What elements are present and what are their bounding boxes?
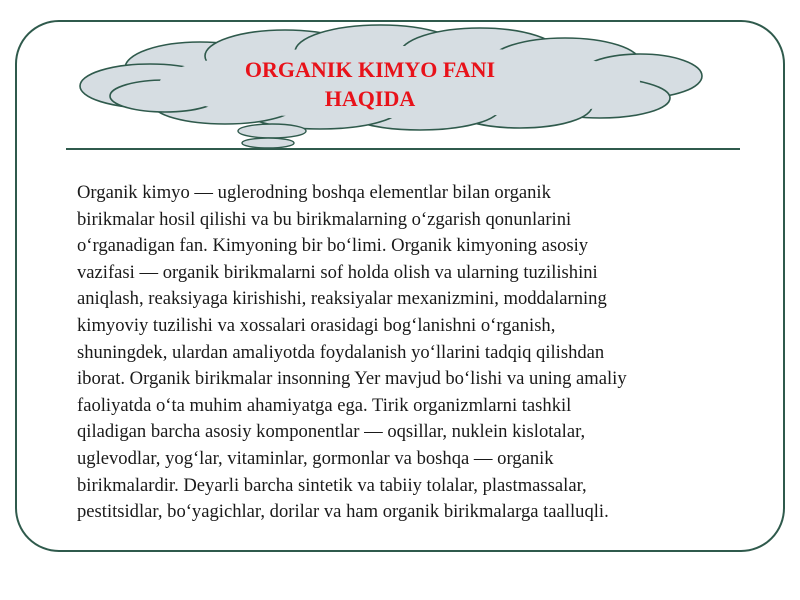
body-line: kimyoviy tuzilishi va xossalari orasidagi bog‘lanishni o‘rganish, xyxy=(77,314,556,336)
title-divider xyxy=(66,148,740,150)
body-line: shuningdek, ulardan amaliyotda foydalanish yo‘llarini tadqiq qilishdan xyxy=(77,341,605,363)
body-line: aniqlash, reaksiyaga kirishishi, reaksiyalar mexanizmini, moddalarning xyxy=(77,288,607,310)
slide-title xyxy=(170,55,570,113)
body-line: Organik kimyo — uglerodning boshqa elementlar bilan organik xyxy=(77,182,551,203)
body-line: pestitsidlar, bo‘yagichlar, dorilar va ham organik birikmalarga taalluqli. xyxy=(77,501,609,523)
body-line: faoliyatda o‘ta muhim ahamiyatga ega. Tirik organizmlarni tashkil xyxy=(77,394,572,416)
title-line-1: ORGANIK KIMYO FANI xyxy=(244,57,496,82)
body-line: o‘rganadigan fan. Kimyoning bir bo‘limi. Organik kimyoning asosiy xyxy=(77,235,589,257)
body-line: qiladigan barcha asosiy komponentlar — oqsillar, nuklein kislotalar, xyxy=(77,421,586,443)
body-line: birikmalardir. Deyarli barcha sintetik va tabiiy tolalar, plastmassalar, xyxy=(77,474,587,496)
body-line: iborat. Organik birikmalar insonning Yer mavjud bo‘lishi va uning amaliy xyxy=(77,368,627,390)
body-paragraph xyxy=(77,180,747,526)
title-line-2: HAQIDA xyxy=(324,86,416,111)
body-line: birikmalar hosil qilishi va bu birikmalarning o‘zgarish qonunlarini xyxy=(77,208,572,230)
body-line: uglevodlar, yog‘lar, vitaminlar, gormonlar va boshqa — organik xyxy=(77,447,554,469)
body-line: vazifasi — organik birikmalarni sof holda olish va ularning tuzilishini xyxy=(77,261,598,283)
